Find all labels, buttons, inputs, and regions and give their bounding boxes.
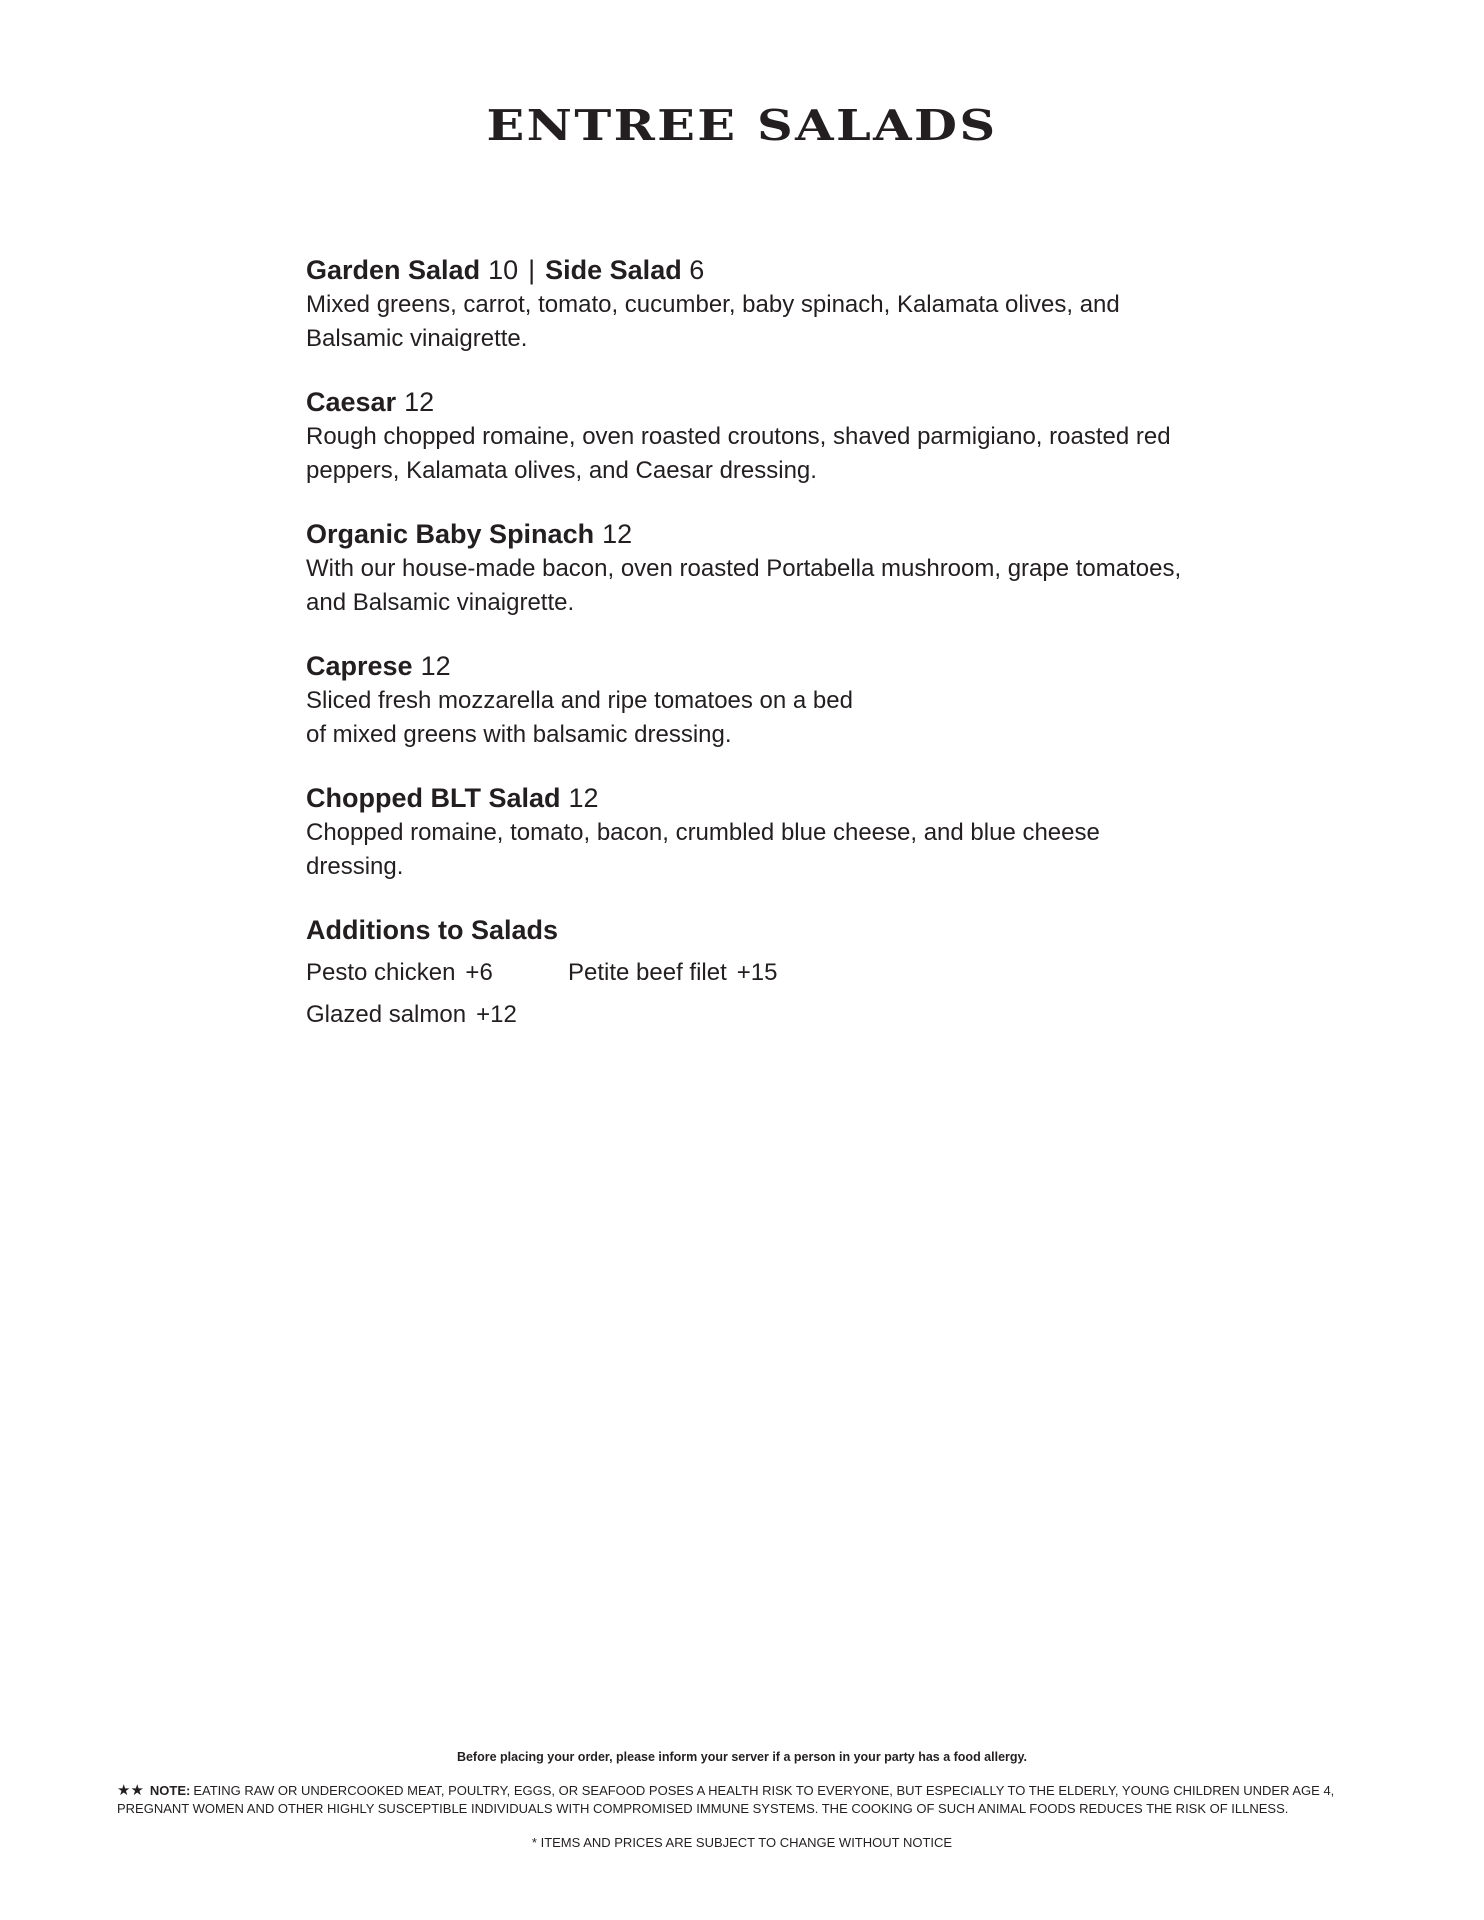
item-heading	[306, 252, 1206, 288]
additions-title: Additions to Salads	[306, 915, 559, 945]
price-change-notice: * ITEMS AND PRICES ARE SUBJECT TO CHANGE WITHOUT NOTICE	[531, 1835, 953, 1850]
item-price: 10	[488, 255, 519, 285]
additions-list	[306, 956, 1206, 1032]
menu-item-organic-baby-spinach	[306, 516, 1206, 620]
item-heading	[306, 780, 1206, 816]
item-price: 12	[602, 519, 633, 549]
item-name: Organic Baby Spinach	[306, 519, 595, 549]
allergy-notice: Before placing your order, please inform your server if a person in your party has a food allergy.	[456, 1750, 1028, 1764]
item-name: Caesar	[306, 387, 397, 417]
item-name: Chopped BLT Salad	[306, 783, 561, 813]
addition-item	[306, 998, 568, 1032]
menu-item-chopped-blt-salad	[306, 780, 1206, 884]
note-text: EATING RAW OR UNDERCOOKED MEAT, POULTRY, EGGS, OR SEAFOOD POSES A HEALTH RISK TO EVERYONE, BUT ESPECIALLY TO THE ELDERLY, YOUNG CHILDREN UNDER AGE 4, PREGNANT WOMEN AND OTHER HIGHLY SUSCEPTIBLE INDIVIDUALS WITH COMPROMISED IMMUNE SYSTEMS. THE COOKING OF SUCH ANIMAL FOODS REDUCES THE RISK OF ILLNESS.	[117, 1783, 1335, 1816]
health-note	[117, 1782, 1367, 1818]
page-title: ENTREE SALADS	[486, 101, 998, 150]
item-heading	[306, 384, 1206, 420]
addition-item	[306, 956, 568, 990]
description-line: Sliced fresh mozzarella and ripe tomatoes on a bed	[306, 687, 853, 714]
item-price: 12	[404, 387, 435, 417]
addition-name: Glazed salmon	[306, 1001, 467, 1028]
menu-item-caesar	[306, 384, 1206, 488]
item-heading	[306, 516, 1206, 552]
item-description: Mixed greens, carrot, tomato, cucumber, baby spinach, Kalamata olives, and Balsamic vinaigrette.	[306, 291, 1120, 352]
item-description: Rough chopped romaine, oven roasted croutons, shaved parmigiano, roasted red peppers, Kalamata olives, and Caesar dressing.	[306, 423, 1171, 484]
item-name: Caprese	[306, 651, 413, 681]
item-price: 12	[420, 651, 451, 681]
addition-price: +12	[476, 1001, 517, 1028]
addition-name: Pesto chicken	[306, 959, 456, 986]
description-line: of mixed greens with balsamic dressing.	[306, 721, 732, 748]
star-icon: ★★	[117, 1782, 144, 1799]
item-description: Chopped romaine, tomato, bacon, crumbled blue cheese, and blue cheese dressing.	[306, 819, 1100, 880]
note-label: NOTE:	[149, 1783, 191, 1798]
salad-additions	[306, 912, 1206, 1032]
side-salad-name: Side Salad	[545, 255, 682, 285]
addition-price: +15	[736, 959, 778, 986]
addition-item	[568, 956, 868, 990]
menu-item-caprese	[306, 648, 1206, 752]
item-name: Garden Salad	[306, 255, 481, 285]
addition-name: Petite beef filet	[568, 959, 727, 986]
side-salad-price: 6	[689, 255, 705, 285]
item-description	[306, 684, 1186, 752]
menu-item-garden-salad	[306, 252, 1206, 356]
item-price: 12	[568, 783, 599, 813]
addition-price: +6	[465, 959, 493, 986]
salad-menu	[306, 252, 1206, 1032]
price-separator: |	[528, 255, 536, 285]
item-description: With our house-made bacon, oven roasted Portabella mushroom, grape tomatoes, and Balsamic vinaigrette.	[306, 555, 1182, 616]
item-heading	[306, 648, 1206, 684]
